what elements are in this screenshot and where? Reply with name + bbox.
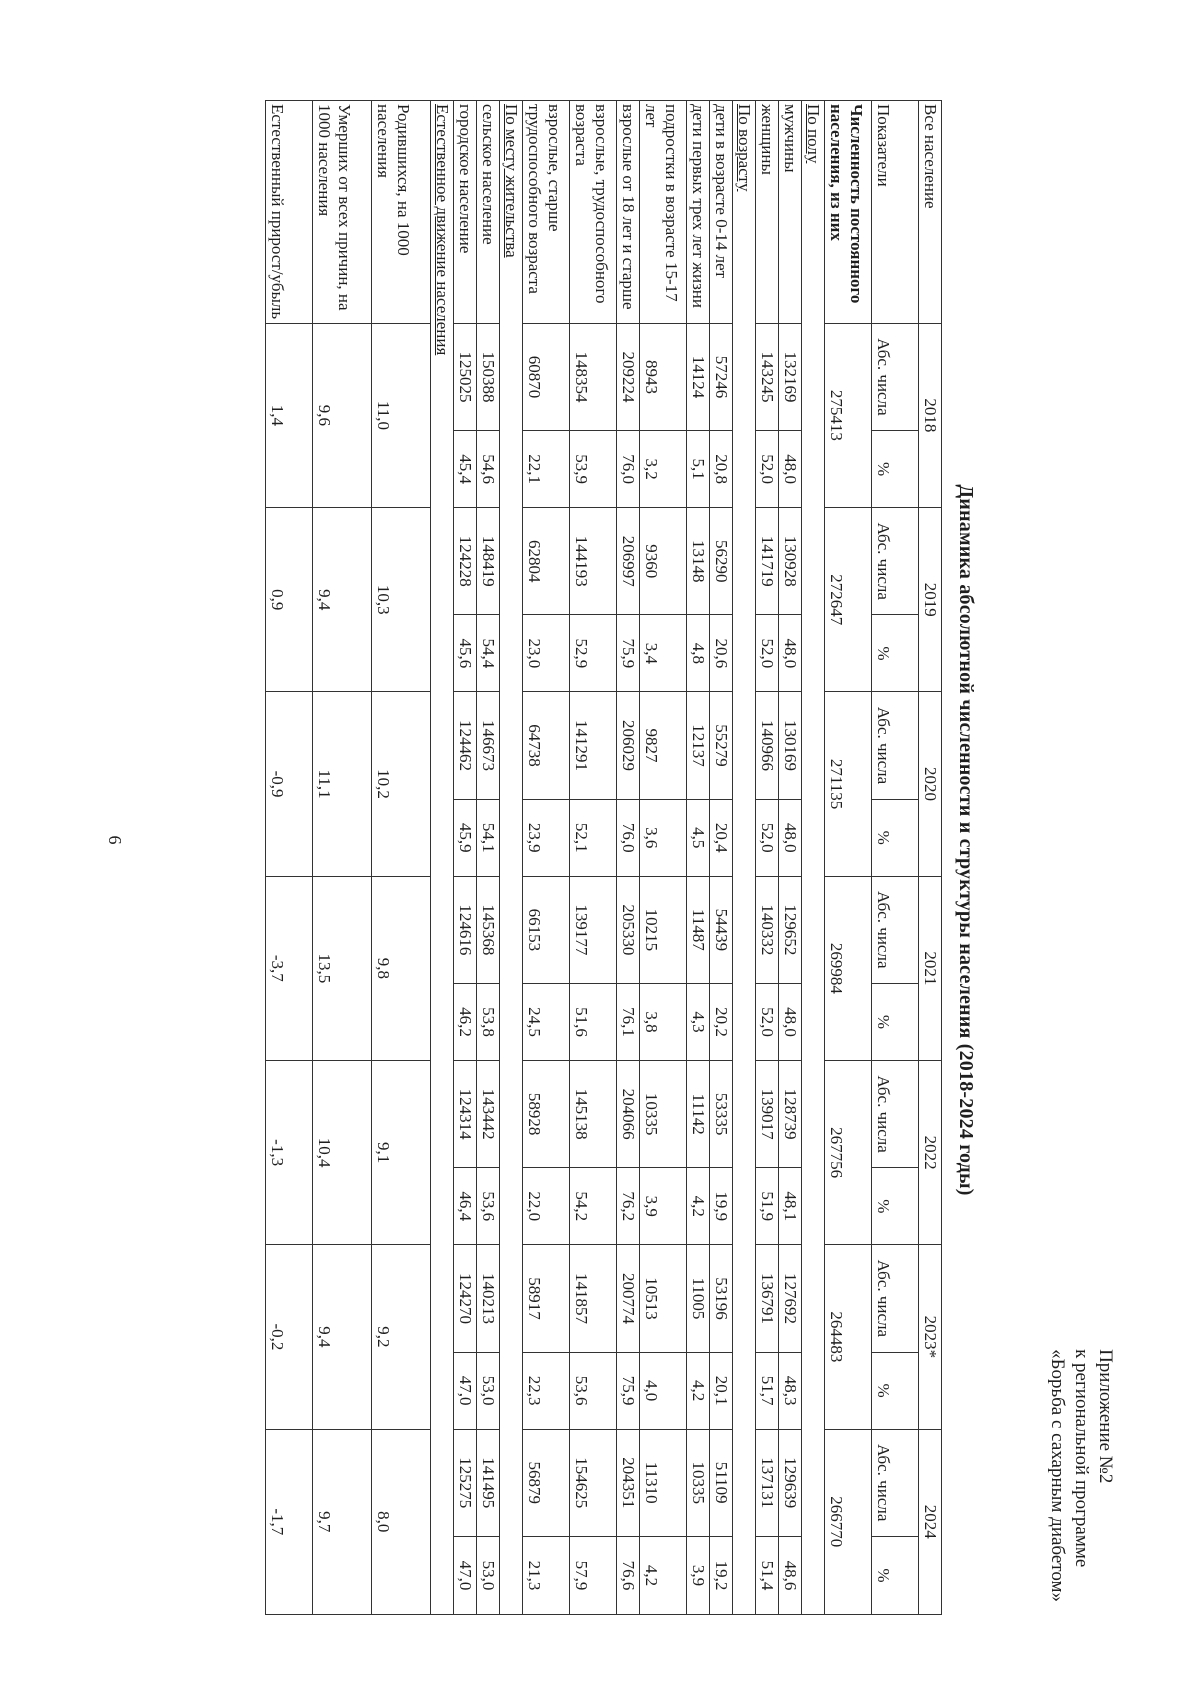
row-label: взрослые, старше трудоспособного возраста bbox=[523, 101, 570, 324]
percent-value-cell: 48,0 bbox=[779, 984, 802, 1061]
abs-value-cell: 55279 bbox=[710, 692, 733, 799]
rate-value-cell: -0,2 bbox=[266, 1245, 313, 1429]
percent-value-cell: 51,4 bbox=[756, 1536, 779, 1614]
abs-value-cell: 200774 bbox=[617, 1245, 640, 1352]
percent-value-cell: 4,5 bbox=[687, 799, 710, 876]
total-value: 267756 bbox=[825, 1060, 872, 1244]
percent-value-cell: 54,1 bbox=[477, 799, 500, 876]
table-row bbox=[710, 101, 733, 1615]
percent-value-cell: 48,0 bbox=[779, 431, 802, 508]
percent-value-cell: 3,9 bbox=[687, 1536, 710, 1614]
percent-value-cell: 3,9 bbox=[640, 1168, 687, 1245]
abs-value-cell: 125025 bbox=[454, 323, 477, 430]
percent-value-cell: 20,8 bbox=[710, 431, 733, 508]
table-row bbox=[266, 101, 313, 1615]
table-row bbox=[313, 101, 372, 1615]
abs-value-cell: 209224 bbox=[617, 323, 640, 430]
percent-value-cell: 75,9 bbox=[617, 615, 640, 692]
percent-value-cell: 4,8 bbox=[687, 615, 710, 692]
total-population-row bbox=[825, 101, 872, 1615]
abs-value-cell: 140966 bbox=[756, 692, 779, 799]
rate-value-cell: 0,9 bbox=[266, 508, 313, 692]
abs-value-cell: 143245 bbox=[756, 323, 779, 430]
table-row bbox=[617, 101, 640, 1615]
abs-value-cell: 11310 bbox=[640, 1429, 687, 1536]
rate-value-cell: 8,0 bbox=[372, 1429, 431, 1614]
percent-value-cell: 53,6 bbox=[570, 1352, 617, 1429]
percent-value-cell: 76,6 bbox=[617, 1536, 640, 1614]
percent-value-cell: 53,9 bbox=[570, 431, 617, 508]
percent-value-cell: 52,0 bbox=[756, 615, 779, 692]
year-header: 2020 bbox=[919, 692, 942, 876]
abs-value-cell: 205330 bbox=[617, 876, 640, 983]
percent-value-cell: 52,1 bbox=[570, 799, 617, 876]
percent-value-cell: 52,0 bbox=[756, 799, 779, 876]
abs-value-cell: 11487 bbox=[687, 876, 710, 983]
abs-value-cell: 11005 bbox=[687, 1245, 710, 1352]
percent-value-cell: 20,1 bbox=[710, 1352, 733, 1429]
table-row bbox=[477, 101, 500, 1615]
percent-value-cell: 51,7 bbox=[756, 1352, 779, 1429]
percent-value-cell: 3,8 bbox=[640, 984, 687, 1061]
percent-value-cell: 4,3 bbox=[687, 984, 710, 1061]
abs-value-cell: 58917 bbox=[523, 1245, 570, 1352]
abs-value-cell: 124462 bbox=[454, 692, 477, 799]
percent-value-cell: 4,2 bbox=[687, 1352, 710, 1429]
rate-value-cell: 11,1 bbox=[313, 692, 372, 876]
abs-value-cell: 146673 bbox=[477, 692, 500, 799]
indicator-header: Показатели bbox=[872, 101, 919, 324]
total-value: 272647 bbox=[825, 508, 872, 692]
abs-value-cell: 11142 bbox=[687, 1060, 710, 1167]
percent-value-cell: 20,6 bbox=[710, 615, 733, 692]
header-row-units bbox=[872, 101, 919, 1615]
abs-value-cell: 145138 bbox=[570, 1060, 617, 1167]
abs-value-cell: 154625 bbox=[570, 1429, 617, 1536]
document-title: Динамика абсолютной численности и структуры населения (2018-2024 годы) bbox=[955, 484, 977, 1196]
row-label: Родившихся, на 1000 населения bbox=[372, 101, 431, 324]
page-number: 6 bbox=[105, 835, 125, 845]
rate-value-cell: 9,6 bbox=[313, 323, 372, 507]
abs-value-cell: 129639 bbox=[779, 1429, 802, 1536]
section-label: По месту жительства bbox=[500, 101, 523, 1615]
abs-numbers-header: Абс. числа bbox=[872, 1429, 919, 1536]
abs-value-cell: 14124 bbox=[687, 323, 710, 430]
percent-value-cell: 76,2 bbox=[617, 1168, 640, 1245]
total-value: 266770 bbox=[825, 1429, 872, 1614]
section-header bbox=[733, 101, 756, 1615]
rate-value-cell: 9,4 bbox=[313, 1245, 372, 1429]
percent-value-cell: 22,3 bbox=[523, 1352, 570, 1429]
percent-value-cell: 23,0 bbox=[523, 615, 570, 692]
percent-value-cell: 53,6 bbox=[477, 1168, 500, 1245]
abs-value-cell: 145368 bbox=[477, 876, 500, 983]
abs-value-cell: 141291 bbox=[570, 692, 617, 799]
abs-value-cell: 124228 bbox=[454, 508, 477, 615]
rate-value-cell: 9,8 bbox=[372, 876, 431, 1060]
abs-value-cell: 130928 bbox=[779, 508, 802, 615]
total-value: 264483 bbox=[825, 1245, 872, 1429]
abs-numbers-header: Абс. числа bbox=[872, 876, 919, 983]
table-row bbox=[640, 101, 687, 1615]
section-label: Естественное движение населения bbox=[431, 101, 454, 1615]
abs-value-cell: 124270 bbox=[454, 1245, 477, 1352]
appendix-line: к региональной программе bbox=[1071, 1349, 1092, 1568]
percent-value-cell: 4,0 bbox=[640, 1352, 687, 1429]
percent-value-cell: 20,4 bbox=[710, 799, 733, 876]
year-header: 2023* bbox=[919, 1245, 942, 1429]
abs-value-cell: 130169 bbox=[779, 692, 802, 799]
percent-value-cell: 54,2 bbox=[570, 1168, 617, 1245]
abs-value-cell: 141495 bbox=[477, 1429, 500, 1536]
table-row bbox=[454, 101, 477, 1615]
percent-header: % bbox=[872, 1536, 919, 1614]
percent-value-cell: 47,0 bbox=[454, 1536, 477, 1614]
abs-value-cell: 129652 bbox=[779, 876, 802, 983]
abs-value-cell: 127692 bbox=[779, 1245, 802, 1352]
abs-numbers-header: Абс. числа bbox=[872, 692, 919, 799]
percent-header: % bbox=[872, 615, 919, 692]
percent-value-cell: 19,9 bbox=[710, 1168, 733, 1245]
abs-value-cell: 60870 bbox=[523, 323, 570, 430]
percent-value-cell: 48,6 bbox=[779, 1536, 802, 1614]
percent-value-cell: 22,1 bbox=[523, 431, 570, 508]
abs-value-cell: 132169 bbox=[779, 323, 802, 430]
section-header bbox=[431, 101, 454, 1615]
year-header: 2018 bbox=[919, 323, 942, 507]
percent-value-cell: 48,0 bbox=[779, 799, 802, 876]
total-value: 275413 bbox=[825, 323, 872, 507]
row-label: сельское население bbox=[477, 101, 500, 324]
rate-value-cell: 10,3 bbox=[372, 508, 431, 692]
row-label: городское население bbox=[454, 101, 477, 324]
percent-value-cell: 23,9 bbox=[523, 799, 570, 876]
table-row bbox=[687, 101, 710, 1615]
table-row bbox=[570, 101, 617, 1615]
total-value: 271135 bbox=[825, 692, 872, 876]
percent-value-cell: 4,2 bbox=[640, 1536, 687, 1614]
year-header: 2022 bbox=[919, 1060, 942, 1244]
table-row bbox=[523, 101, 570, 1615]
percent-value-cell: 45,6 bbox=[454, 615, 477, 692]
abs-numbers-header: Абс. числа bbox=[872, 323, 919, 430]
abs-value-cell: 141857 bbox=[570, 1245, 617, 1352]
abs-value-cell: 141719 bbox=[756, 508, 779, 615]
percent-value-cell: 3,4 bbox=[640, 615, 687, 692]
percent-header: % bbox=[872, 1352, 919, 1429]
percent-value-cell: 46,4 bbox=[454, 1168, 477, 1245]
percent-value-cell: 19,2 bbox=[710, 1536, 733, 1614]
row-label: взрослые от 18 лет и старше bbox=[617, 101, 640, 324]
total-value: 269984 bbox=[825, 876, 872, 1060]
percent-value-cell: 21,3 bbox=[523, 1536, 570, 1614]
percent-header: % bbox=[872, 431, 919, 508]
percent-value-cell: 24,5 bbox=[523, 984, 570, 1061]
row-label: дети в возрасте 0-14 лет bbox=[710, 101, 733, 324]
rotated-document-page bbox=[25, 60, 1175, 1620]
abs-value-cell: 10335 bbox=[640, 1060, 687, 1167]
percent-value-cell: 53,0 bbox=[477, 1352, 500, 1429]
abs-value-cell: 13148 bbox=[687, 508, 710, 615]
abs-value-cell: 137131 bbox=[756, 1429, 779, 1536]
abs-numbers-header: Абс. числа bbox=[872, 1245, 919, 1352]
percent-value-cell: 57,9 bbox=[570, 1536, 617, 1614]
percent-value-cell: 53,0 bbox=[477, 1536, 500, 1614]
abs-value-cell: 125275 bbox=[454, 1429, 477, 1536]
abs-value-cell: 57246 bbox=[710, 323, 733, 430]
abs-value-cell: 206029 bbox=[617, 692, 640, 799]
percent-value-cell: 54,4 bbox=[477, 615, 500, 692]
percent-header: % bbox=[872, 984, 919, 1061]
abs-numbers-header: Абс. числа bbox=[872, 1060, 919, 1167]
abs-value-cell: 206997 bbox=[617, 508, 640, 615]
abs-value-cell: 66153 bbox=[523, 876, 570, 983]
table-row bbox=[372, 101, 431, 1615]
population-table bbox=[265, 100, 942, 1615]
percent-value-cell: 45,9 bbox=[454, 799, 477, 876]
abs-value-cell: 58928 bbox=[523, 1060, 570, 1167]
abs-value-cell: 140332 bbox=[756, 876, 779, 983]
percent-header: % bbox=[872, 1168, 919, 1245]
percent-value-cell: 45,4 bbox=[454, 431, 477, 508]
percent-value-cell: 54,6 bbox=[477, 431, 500, 508]
abs-value-cell: 204351 bbox=[617, 1429, 640, 1536]
abs-value-cell: 136791 bbox=[756, 1245, 779, 1352]
abs-value-cell: 124616 bbox=[454, 876, 477, 983]
rate-value-cell: -1,3 bbox=[266, 1060, 313, 1244]
percent-value-cell: 53,8 bbox=[477, 984, 500, 1061]
abs-numbers-header: Абс. числа bbox=[872, 508, 919, 615]
row-label: мужчины bbox=[779, 101, 802, 324]
abs-value-cell: 10513 bbox=[640, 1245, 687, 1352]
percent-header: % bbox=[872, 799, 919, 876]
row-label: Численность постоянного населения, из них bbox=[825, 101, 872, 324]
percent-value-cell: 48,1 bbox=[779, 1168, 802, 1245]
rate-value-cell: 13,5 bbox=[313, 876, 372, 1060]
abs-value-cell: 150388 bbox=[477, 323, 500, 430]
percent-value-cell: 47,0 bbox=[454, 1352, 477, 1429]
row-label: женщины bbox=[756, 101, 779, 324]
abs-value-cell: 53335 bbox=[710, 1060, 733, 1167]
abs-value-cell: 9360 bbox=[640, 508, 687, 615]
percent-value-cell: 3,2 bbox=[640, 431, 687, 508]
abs-value-cell: 143442 bbox=[477, 1060, 500, 1167]
rate-value-cell: 9,2 bbox=[372, 1245, 431, 1429]
year-header: 2024 bbox=[919, 1429, 942, 1614]
abs-value-cell: 148354 bbox=[570, 323, 617, 430]
percent-value-cell: 48,3 bbox=[779, 1352, 802, 1429]
percent-value-cell: 20,2 bbox=[710, 984, 733, 1061]
rate-value-cell: 11,0 bbox=[372, 323, 431, 507]
rate-value-cell: -3,7 bbox=[266, 876, 313, 1060]
percent-value-cell: 52,9 bbox=[570, 615, 617, 692]
percent-value-cell: 76,0 bbox=[617, 799, 640, 876]
rate-value-cell: 9,7 bbox=[313, 1429, 372, 1614]
abs-value-cell: 53196 bbox=[710, 1245, 733, 1352]
abs-value-cell: 64738 bbox=[523, 692, 570, 799]
section-label: По полу bbox=[802, 101, 825, 1615]
row-label: подростки в возрасте 15-17 лет bbox=[640, 101, 687, 324]
percent-value-cell: 5,1 bbox=[687, 431, 710, 508]
row-label: Умерших от всех причин, на 1000 населения bbox=[313, 101, 372, 324]
row-label: взрослые, трудоспособного возраста bbox=[570, 101, 617, 324]
section-header bbox=[500, 101, 523, 1615]
percent-value-cell: 75,9 bbox=[617, 1352, 640, 1429]
percent-value-cell: 22,0 bbox=[523, 1168, 570, 1245]
rate-value-cell: 10,4 bbox=[313, 1060, 372, 1244]
percent-value-cell: 52,0 bbox=[756, 984, 779, 1061]
table-row bbox=[779, 101, 802, 1615]
appendix-line: Приложение №2 bbox=[1095, 1349, 1116, 1484]
abs-value-cell: 9827 bbox=[640, 692, 687, 799]
appendix-note bbox=[1045, 1349, 1117, 1602]
all-population-header: Все население bbox=[919, 101, 942, 324]
percent-value-cell: 51,6 bbox=[570, 984, 617, 1061]
abs-value-cell: 62804 bbox=[523, 508, 570, 615]
percent-value-cell: 3,6 bbox=[640, 799, 687, 876]
percent-value-cell: 76,0 bbox=[617, 431, 640, 508]
rate-value-cell: 9,4 bbox=[313, 508, 372, 692]
header-row-years bbox=[919, 101, 942, 1615]
section-header-sex bbox=[802, 101, 825, 1615]
abs-value-cell: 10215 bbox=[640, 876, 687, 983]
abs-value-cell: 139017 bbox=[756, 1060, 779, 1167]
table-body bbox=[266, 101, 942, 1615]
abs-value-cell: 10335 bbox=[687, 1429, 710, 1536]
row-label: дети первых трех лет жизни bbox=[687, 101, 710, 324]
abs-value-cell: 148419 bbox=[477, 508, 500, 615]
percent-value-cell: 51,9 bbox=[756, 1168, 779, 1245]
abs-value-cell: 140213 bbox=[477, 1245, 500, 1352]
row-label: Естественный прирост/убыль bbox=[266, 101, 313, 324]
rate-value-cell: 9,1 bbox=[372, 1060, 431, 1244]
section-label: По возрасту bbox=[733, 101, 756, 1615]
rate-value-cell: -1,7 bbox=[266, 1429, 313, 1614]
abs-value-cell: 128739 bbox=[779, 1060, 802, 1167]
rate-value-cell: 1,4 bbox=[266, 323, 313, 507]
percent-value-cell: 4,2 bbox=[687, 1168, 710, 1245]
abs-value-cell: 12137 bbox=[687, 692, 710, 799]
abs-value-cell: 8943 bbox=[640, 323, 687, 430]
rate-value-cell: -0,9 bbox=[266, 692, 313, 876]
year-header: 2019 bbox=[919, 508, 942, 692]
abs-value-cell: 56290 bbox=[710, 508, 733, 615]
percent-value-cell: 46,2 bbox=[454, 984, 477, 1061]
abs-value-cell: 51109 bbox=[710, 1429, 733, 1536]
abs-value-cell: 124314 bbox=[454, 1060, 477, 1167]
percent-value-cell: 76,1 bbox=[617, 984, 640, 1061]
table-row bbox=[756, 101, 779, 1615]
abs-value-cell: 204066 bbox=[617, 1060, 640, 1167]
appendix-line: «Борьба с сахарным диабетом» bbox=[1047, 1349, 1068, 1602]
abs-value-cell: 54439 bbox=[710, 876, 733, 983]
abs-value-cell: 144193 bbox=[570, 508, 617, 615]
year-header: 2021 bbox=[919, 876, 942, 1060]
rate-value-cell: 10,2 bbox=[372, 692, 431, 876]
percent-value-cell: 48,0 bbox=[779, 615, 802, 692]
percent-value-cell: 52,0 bbox=[756, 431, 779, 508]
abs-value-cell: 139177 bbox=[570, 876, 617, 983]
abs-value-cell: 56879 bbox=[523, 1429, 570, 1536]
